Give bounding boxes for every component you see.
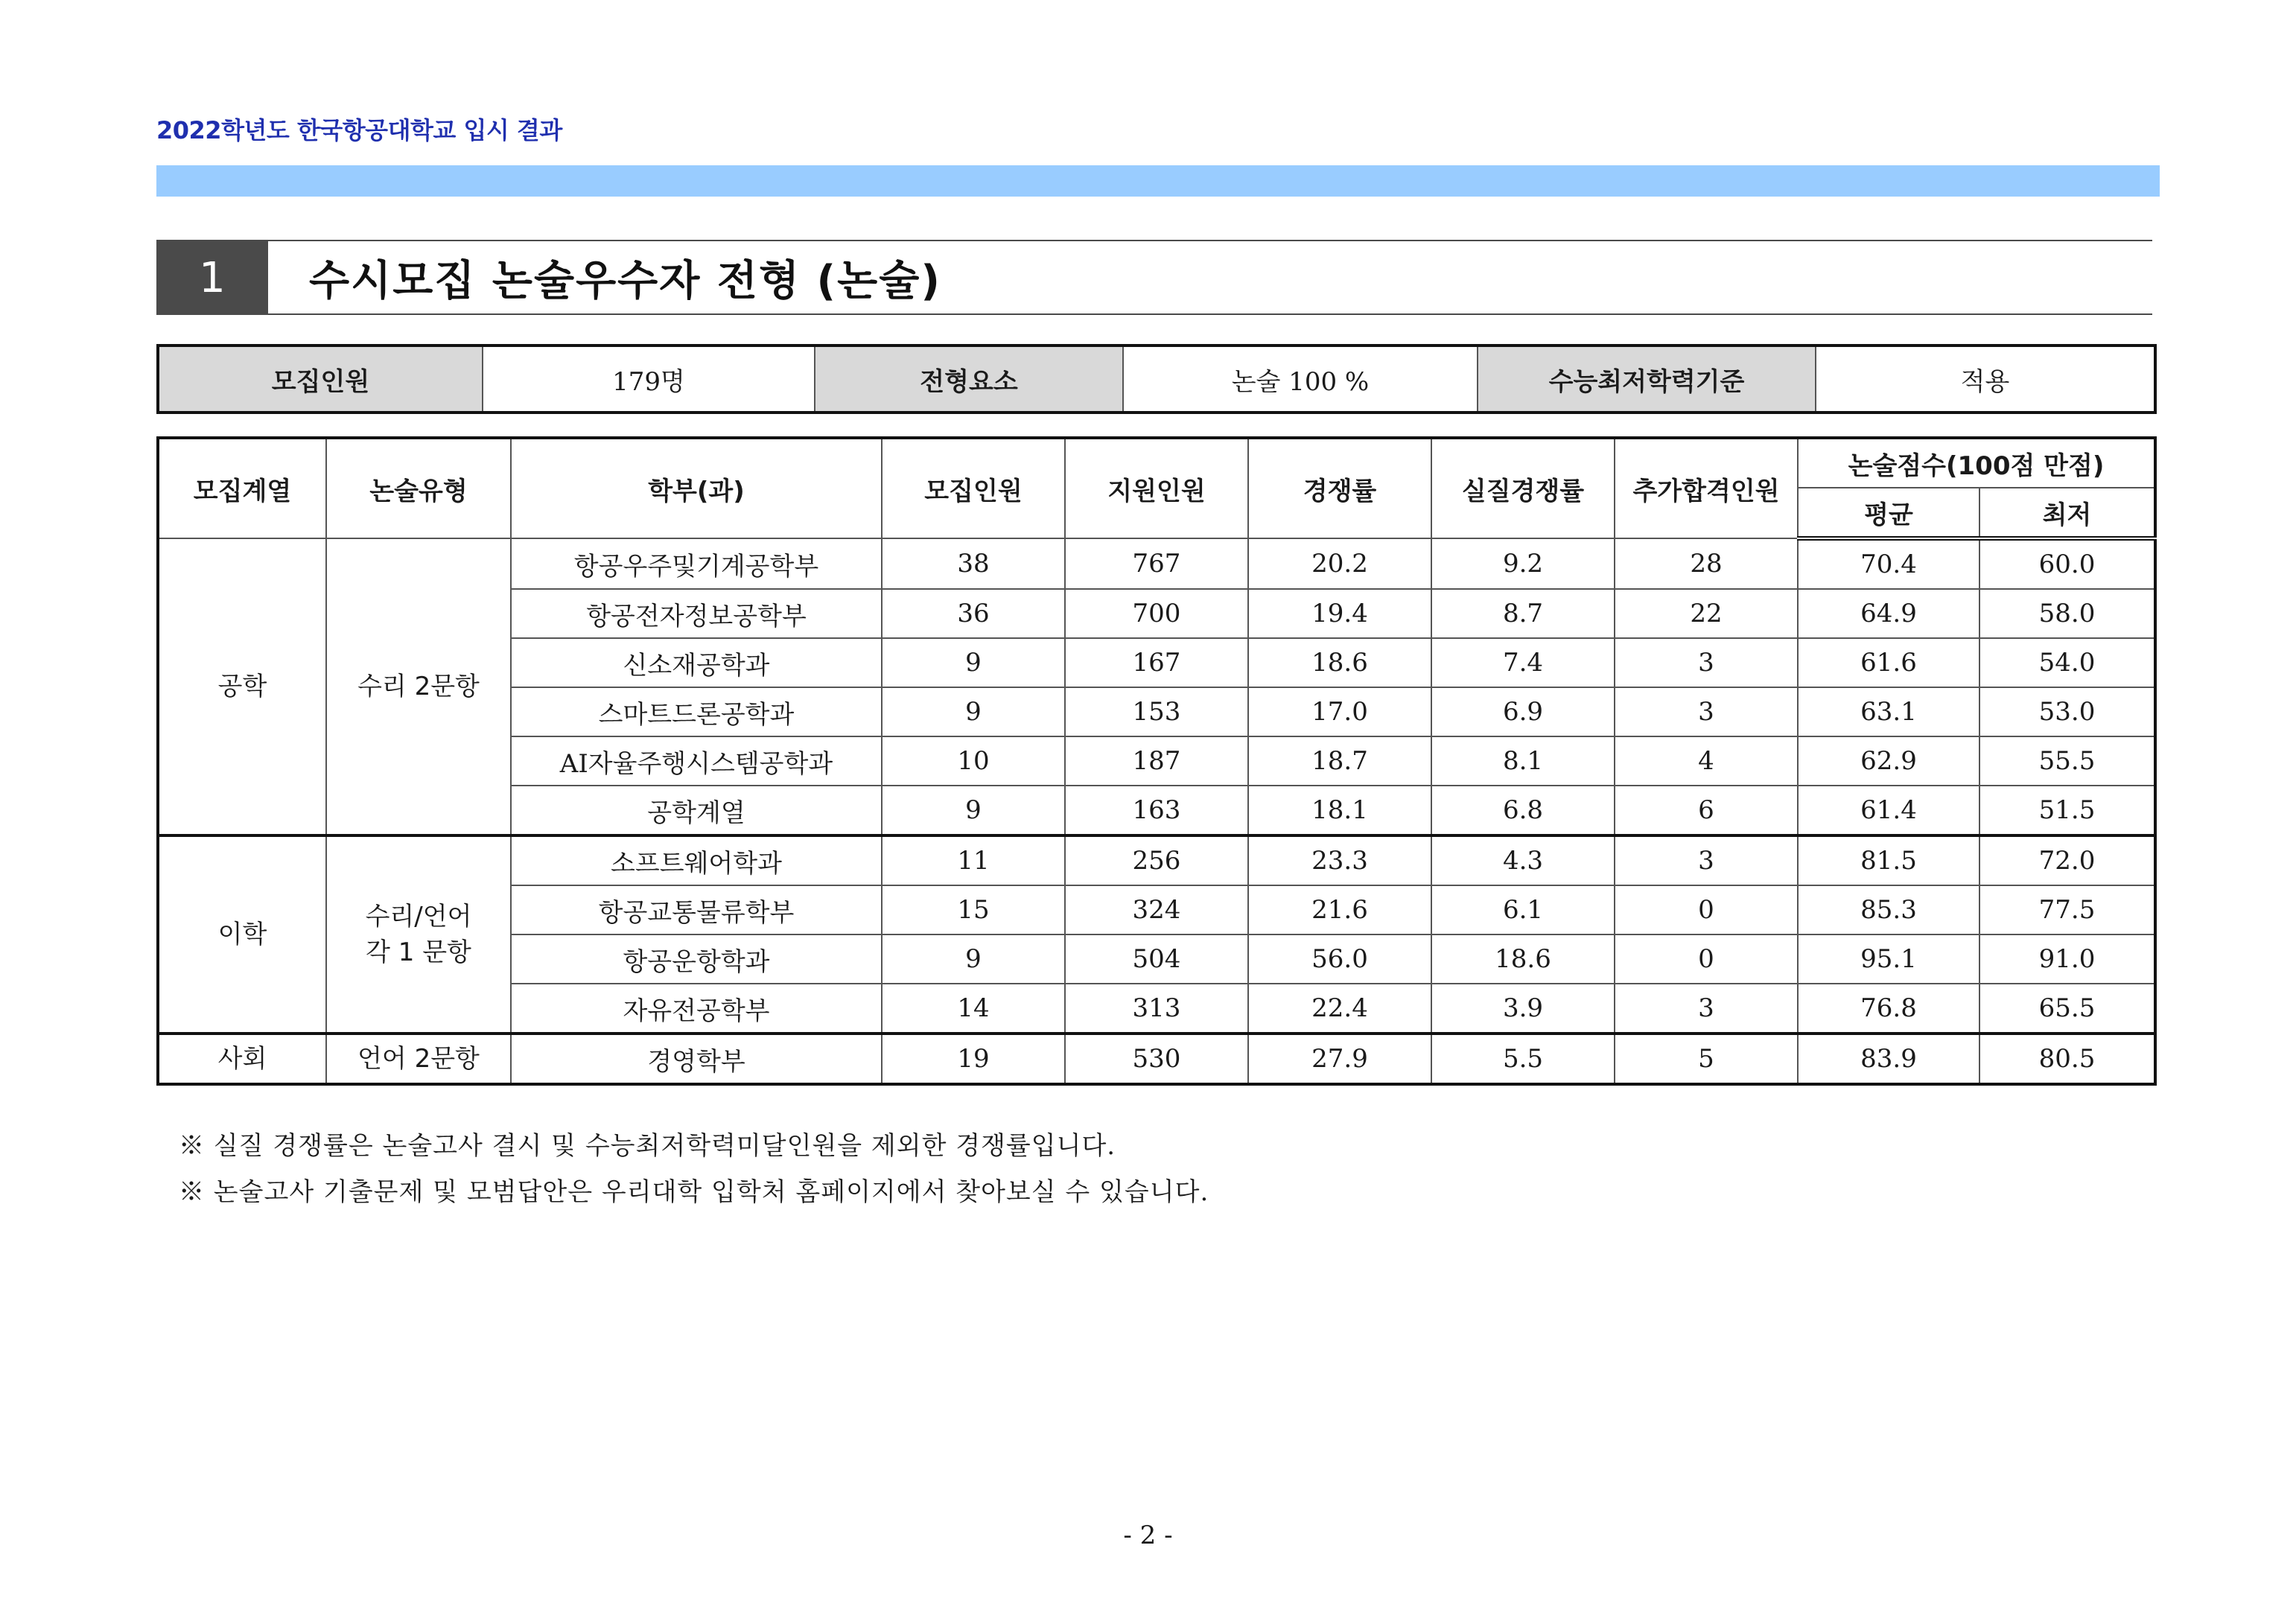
min-cell: 58.0 (1979, 589, 2155, 638)
recruit-cell: 9 (882, 786, 1065, 835)
footnote: ※ 실질 경쟁률은 논술고사 결시 및 수능최저학력미달인원을 제외한 경쟁률입니다. (179, 1131, 1116, 1161)
group-essay-type (326, 835, 511, 1034)
avg-cell: 62.9 (1798, 736, 1979, 786)
dept-cell: 항공전자정보공학부 (511, 589, 882, 638)
min-cell: 65.5 (1979, 984, 2155, 1034)
document-title: 2022학년도 한국항공대학교 입시 결과 (156, 116, 562, 144)
ratio-cell: 19.4 (1248, 589, 1431, 638)
essay-type-line2: 각 1 문항 (366, 937, 471, 967)
recruit-cell: 9 (882, 934, 1065, 984)
applicants-cell: 153 (1065, 687, 1248, 736)
avg-cell: 61.6 (1798, 638, 1979, 687)
group-field: 사회 (158, 1034, 326, 1084)
section-title: 수시모집 논술우수자 전형 (논술) (309, 257, 941, 305)
dept-cell: 항공교통물류학부 (511, 885, 882, 934)
real-ratio-cell: 6.8 (1431, 786, 1615, 835)
avg-cell: 70.4 (1798, 538, 1979, 589)
header-ratio: 경쟁률 (1248, 438, 1431, 538)
ratio-cell: 21.6 (1248, 885, 1431, 934)
recruit-cell: 10 (882, 736, 1065, 786)
recruit-cell: 19 (882, 1034, 1065, 1084)
dept-cell: 자유전공학부 (511, 984, 882, 1034)
recruit-cell: 15 (882, 885, 1065, 934)
group-essay-type: 수리 2문항 (326, 538, 511, 835)
recruit-cell: 14 (882, 984, 1065, 1034)
header-recruit: 모집인원 (882, 438, 1065, 538)
group-field: 공학 (158, 538, 326, 835)
applicants-cell: 313 (1065, 984, 1248, 1034)
ratio-cell: 23.3 (1248, 835, 1431, 885)
element-label: 전형요소 (815, 346, 1123, 413)
extra-cell: 3 (1615, 984, 1798, 1034)
dept-cell: 소프트웨어학과 (511, 835, 882, 885)
min-cell: 80.5 (1979, 1034, 2155, 1084)
dept-cell: 항공운항학과 (511, 934, 882, 984)
ratio-cell: 17.0 (1248, 687, 1431, 736)
element-value: 논술 100 % (1123, 346, 1478, 413)
dept-cell: 신소재공학과 (511, 638, 882, 687)
avg-cell: 64.9 (1798, 589, 1979, 638)
avg-cell: 95.1 (1798, 934, 1979, 984)
dept-cell: 항공우주및기계공학부 (511, 538, 882, 589)
extra-cell: 22 (1615, 589, 1798, 638)
avg-cell: 76.8 (1798, 984, 1979, 1034)
header-applicants: 지원인원 (1065, 438, 1248, 538)
ratio-cell: 22.4 (1248, 984, 1431, 1034)
extra-cell: 3 (1615, 835, 1798, 885)
header-essay-type: 논술유형 (326, 438, 511, 538)
min-cell: 91.0 (1979, 934, 2155, 984)
header-score: 논술점수(100점 만점) (1798, 438, 2155, 488)
applicants-cell: 187 (1065, 736, 1248, 786)
extra-cell: 4 (1615, 736, 1798, 786)
applicants-cell: 504 (1065, 934, 1248, 984)
csat-value: 적용 (1816, 346, 2155, 413)
applicants-cell: 767 (1065, 538, 1248, 589)
min-cell: 53.0 (1979, 687, 2155, 736)
real-ratio-cell: 18.6 (1431, 934, 1615, 984)
results-table (156, 436, 2157, 1086)
section-rule-bottom (156, 313, 2152, 315)
header-real-ratio: 실질경쟁률 (1431, 438, 1615, 538)
group-essay-type: 언어 2문항 (326, 1034, 511, 1084)
extra-cell: 6 (1615, 786, 1798, 835)
ratio-cell: 18.1 (1248, 786, 1431, 835)
dept-cell: 경영학부 (511, 1034, 882, 1084)
avg-cell: 61.4 (1798, 786, 1979, 835)
min-cell: 51.5 (1979, 786, 2155, 835)
avg-cell: 63.1 (1798, 687, 1979, 736)
avg-cell: 83.9 (1798, 1034, 1979, 1084)
header-band (156, 165, 2160, 197)
extra-cell: 3 (1615, 638, 1798, 687)
dept-cell: 스마트드론공학과 (511, 687, 882, 736)
avg-cell: 81.5 (1798, 835, 1979, 885)
ratio-cell: 20.2 (1248, 538, 1431, 589)
csat-label: 수능최저학력기준 (1478, 346, 1816, 413)
header-field: 모집계열 (158, 438, 326, 538)
applicants-cell: 324 (1065, 885, 1248, 934)
group-field: 이학 (158, 835, 326, 1034)
min-cell: 54.0 (1979, 638, 2155, 687)
page-number: - 2 - (1123, 1520, 1173, 1550)
header-avg: 평균 (1798, 488, 1979, 538)
extra-cell: 0 (1615, 885, 1798, 934)
recruit-cell: 9 (882, 687, 1065, 736)
extra-cell: 0 (1615, 934, 1798, 984)
extra-cell: 28 (1615, 538, 1798, 589)
min-cell: 77.5 (1979, 885, 2155, 934)
real-ratio-cell: 6.9 (1431, 687, 1615, 736)
real-ratio-cell: 8.7 (1431, 589, 1615, 638)
real-ratio-cell: 5.5 (1431, 1034, 1615, 1084)
min-cell: 55.5 (1979, 736, 2155, 786)
recruit-cell: 36 (882, 589, 1065, 638)
recruit-value: 179명 (483, 346, 815, 413)
real-ratio-cell: 8.1 (1431, 736, 1615, 786)
ratio-cell: 56.0 (1248, 934, 1431, 984)
recruit-cell: 9 (882, 638, 1065, 687)
ratio-cell: 27.9 (1248, 1034, 1431, 1084)
header-extra: 추가합격인원 (1615, 438, 1798, 538)
extra-cell: 5 (1615, 1034, 1798, 1084)
summary-table (156, 344, 2157, 414)
applicants-cell: 163 (1065, 786, 1248, 835)
footnotes (179, 1123, 1209, 1215)
recruit-label: 모집인원 (158, 346, 483, 413)
applicants-cell: 167 (1065, 638, 1248, 687)
real-ratio-cell: 6.1 (1431, 885, 1615, 934)
real-ratio-cell: 9.2 (1431, 538, 1615, 589)
section-number: 1 (156, 241, 268, 314)
dept-cell: 공학계열 (511, 786, 882, 835)
min-cell: 72.0 (1979, 835, 2155, 885)
header-dept: 학부(과) (511, 438, 882, 538)
applicants-cell: 530 (1065, 1034, 1248, 1084)
recruit-cell: 38 (882, 538, 1065, 589)
recruit-cell: 11 (882, 835, 1065, 885)
applicants-cell: 700 (1065, 589, 1248, 638)
min-cell: 60.0 (1979, 538, 2155, 589)
real-ratio-cell: 3.9 (1431, 984, 1615, 1034)
essay-type-line1: 수리/언어 (365, 902, 472, 932)
footnote: ※ 논술고사 기출문제 및 모범답안은 우리대학 입학처 홈페이지에서 찾아보실 수 있습니다. (179, 1177, 1209, 1207)
avg-cell: 85.3 (1798, 885, 1979, 934)
dept-cell: AI자율주행시스템공학과 (511, 736, 882, 786)
applicants-cell: 256 (1065, 835, 1248, 885)
ratio-cell: 18.6 (1248, 638, 1431, 687)
ratio-cell: 18.7 (1248, 736, 1431, 786)
header-min: 최저 (1979, 488, 2155, 538)
real-ratio-cell: 7.4 (1431, 638, 1615, 687)
real-ratio-cell: 4.3 (1431, 835, 1615, 885)
extra-cell: 3 (1615, 687, 1798, 736)
